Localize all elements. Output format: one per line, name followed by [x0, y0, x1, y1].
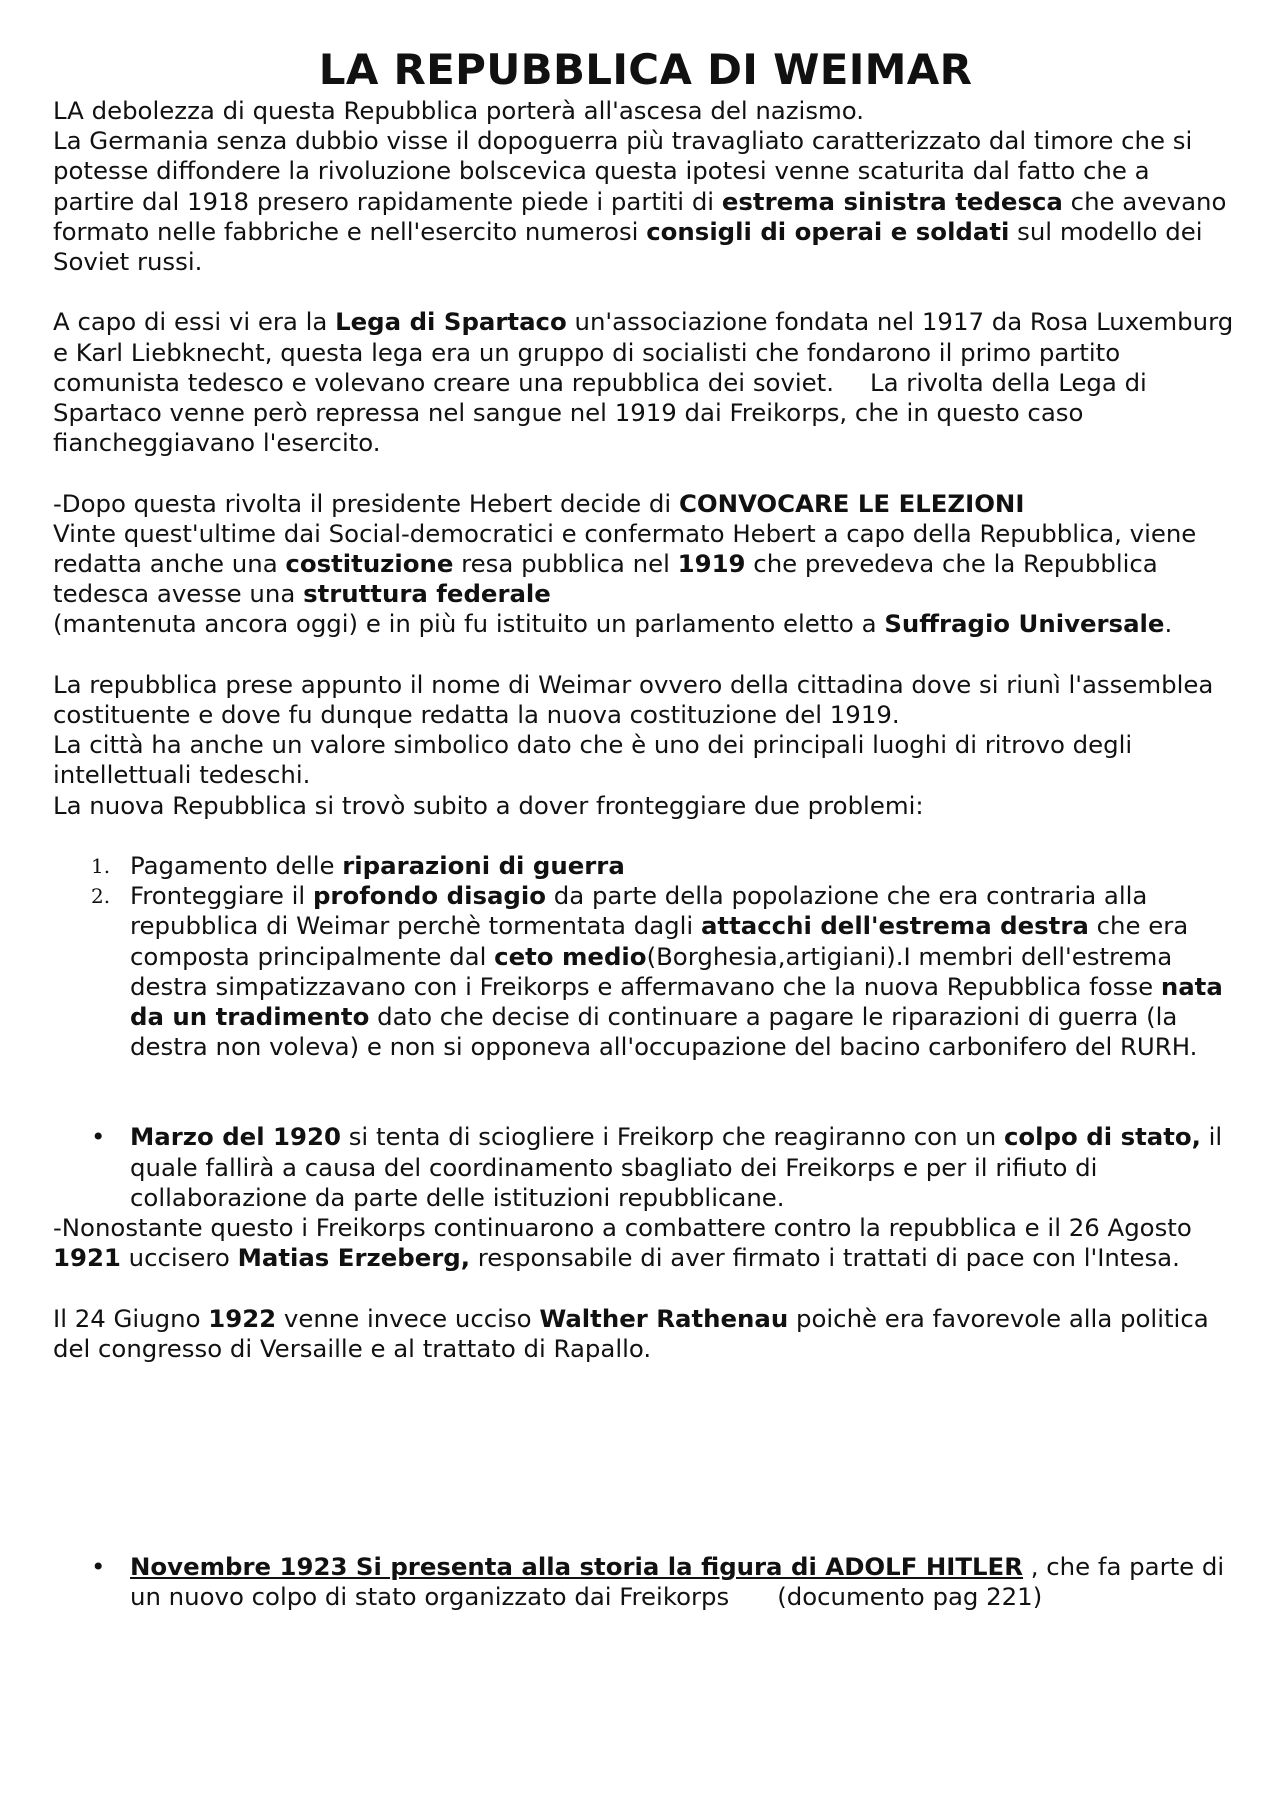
rathenau-text: poichè era favorevole alla politica del congresso di Versaille e al trattato di Rapallo. — [53, 1303, 1209, 1363]
elezioni-text: . — [1164, 609, 1173, 639]
erzeberg-paragraph — [53, 1213, 1238, 1273]
paragraph-gap — [53, 1364, 1238, 1552]
list-item — [53, 1122, 1238, 1213]
event-bold-marzo: Marzo del 1920 — [130, 1122, 341, 1152]
document-page — [53, 44, 1238, 1612]
intro-paragraph — [53, 96, 1238, 277]
elezioni-bold-convocare: CONVOCARE LE ELEZIONI — [678, 488, 1025, 518]
intro-text: che avevano formato nelle fabbriche e nell'esercito numerosi — [53, 186, 1227, 246]
erzeberg-bold-1921: 1921 — [53, 1243, 121, 1273]
elezioni-text: che prevedeva che la Repubblica tedesca avesse una — [53, 549, 1158, 609]
rathenau-text: Il 24 Giugno — [53, 1303, 209, 1333]
intro-text: La Germania senza dubbio visse il dopoguerra più travagliato caratterizzato dal timore che si potesse diffondere la rivoluzione bolscevica questa ipotesi venne scaturita dal fatto che a partire dal 1918 presero rapidamente piede i partiti di — [53, 126, 1193, 216]
event-text: il quale fallirà a causa del coordinamento sbagliato dei Freikorps e per il rifiuto di collaborazione da parte delle istituzioni repubblicane. — [130, 1122, 1223, 1212]
paragraph-gap — [53, 277, 1238, 307]
event-bold-hitler: Novembre 1923 Si presenta alla storia la figura di ADOLF HITLER — [130, 1552, 1023, 1582]
event-text: , che fa parte di un nuovo colpo di stato organizzato dai Freikorps — [130, 1552, 1225, 1612]
paragraph-gap — [53, 640, 1238, 670]
elezioni-bold-1919: 1919 — [677, 549, 746, 579]
list-item — [53, 851, 1238, 881]
weimar-text: La nuova Repubblica si trovò subito a dover fronteggiare due problemi: — [53, 790, 924, 820]
events-list — [53, 1552, 1238, 1612]
erzeberg-text: uccisero — [120, 1243, 238, 1273]
page-title: LA REPUBBLICA DI WEIMAR — [318, 45, 973, 94]
paragraph-gap — [53, 1273, 1238, 1303]
problem-bold-riparazioni: riparazioni di guerra — [342, 851, 625, 881]
events-list — [53, 1122, 1238, 1213]
spartaco-paragraph — [53, 307, 1238, 458]
rathenau-bold-name: Walther Rathenau — [539, 1303, 789, 1333]
elezioni-paragraph — [53, 489, 1238, 640]
weimar-text: La repubblica prese appunto il nome di Weimar ovvero della cittadina dove si riunì l'assemblea costituente e dove fu dunque redatta la nuova costituzione del 1919. — [53, 669, 1214, 730]
list-number: 1. — [91, 854, 111, 879]
problem-text: da parte della popolazione che era contraria alla repubblica di Weimar perchè tormentata dagli — [130, 881, 1148, 941]
list-item — [53, 1552, 1238, 1612]
erzeberg-text: -Nonostante questo i Freikorps continuarono a combattere contro la repubblica e il 26 Agosto — [53, 1213, 1192, 1243]
problem-text: Fronteggiare il — [130, 881, 313, 911]
intro-text: sul modello dei Soviet russi. — [53, 216, 1203, 277]
problem-bold-disagio: profondo disagio — [312, 881, 547, 911]
elezioni-text: resa pubblica nel — [453, 549, 678, 579]
rathenau-paragraph — [53, 1304, 1238, 1364]
problem-bold-attacchi: attacchi dell'estrema destra — [700, 911, 1089, 941]
problems-list — [53, 851, 1238, 1062]
problem-text: dato che decise di continuare a pagare le riparazioni di guerra (la destra non voleva) e non si opponeva all'occupazione del bacino carbonifero del RURH. — [130, 1002, 1198, 1062]
intro-bold-sinistra: estrema sinistra tedesca — [721, 186, 1063, 216]
list-number: 2. — [91, 884, 111, 909]
event-bold-colpo: colpo di stato, — [1003, 1122, 1201, 1152]
spartaco-bold-lega: Lega di Spartaco — [335, 307, 567, 337]
elezioni-bold-federale: struttura federale — [303, 579, 551, 609]
paragraph-gap — [53, 1062, 1238, 1122]
rathenau-text: venne invece ucciso — [276, 1303, 540, 1333]
weimar-text: La città ha anche un valore simbolico dato che è uno dei principali luoghi di ritrovo degli intellettuali tedeschi. — [53, 730, 1133, 790]
erzeberg-text: responsabile di aver firmato i trattati di pace con l'Intesa. — [470, 1243, 1180, 1273]
spartaco-text: un'associazione fondata nel 1917 da Rosa Luxemburg e Karl Liebknecht, questa lega era un gruppo di socialisti che fondarono il primo partito comunista tedesco e volevano creare una repubblica dei soviet. — [53, 307, 1234, 397]
intro-bold-consigli: consigli di operai e soldati — [646, 216, 1010, 246]
elezioni-bold-suffragio: Suffragio Universale — [884, 609, 1165, 639]
event-text: (documento pag 221) — [777, 1582, 1043, 1612]
bullet-icon: • — [91, 1122, 106, 1152]
problem-bold-tradimento: nata da un tradimento — [130, 971, 1223, 1032]
problem-text: che era composta principalmente dal — [130, 911, 1189, 971]
paragraph-gap — [53, 458, 1238, 488]
rathenau-bold-1922: 1922 — [208, 1303, 277, 1333]
erzeberg-bold-name: Matias Erzeberg, — [237, 1243, 470, 1273]
event-text: si tenta di sciogliere i Freikorp che reagiranno con un — [340, 1122, 1004, 1152]
elezioni-text: Vinte quest'ultime dai Social-democratici e confermato Hebert a capo della Repubblica, viene redatta anche una — [53, 518, 1197, 579]
problem-bold-ceto: ceto medio — [494, 941, 647, 971]
spartaco-text: La rivolta della Lega di Spartaco venne però repressa nel sangue nel 1919 dai Freikorps, che in questo caso fiancheggiavano l'esercito. — [53, 367, 1147, 458]
problem-text: (Borghesia,artigiani).I membri dell'estrema destra simpatizzavano con i Freikorps e affermavano che la nuova Repubblica fosse — [130, 941, 1173, 1001]
paragraph-gap — [53, 821, 1238, 851]
elezioni-text: -Dopo questa rivolta il presidente Hebert decide di — [53, 488, 679, 518]
intro-line-1: LA debolezza di questa Repubblica porterà all'ascesa del nazismo. — [53, 96, 865, 125]
weimar-paragraph — [53, 670, 1238, 821]
problem-text: Pagamento delle — [130, 851, 343, 881]
spartaco-text: A capo di essi vi era la — [53, 307, 336, 337]
elezioni-bold-costituzione: costituzione — [285, 549, 454, 579]
bullet-icon: • — [91, 1552, 106, 1582]
elezioni-text: (mantenuta ancora oggi) e in più fu istituito un parlamento eletto a — [53, 609, 885, 639]
list-item — [53, 881, 1238, 1062]
